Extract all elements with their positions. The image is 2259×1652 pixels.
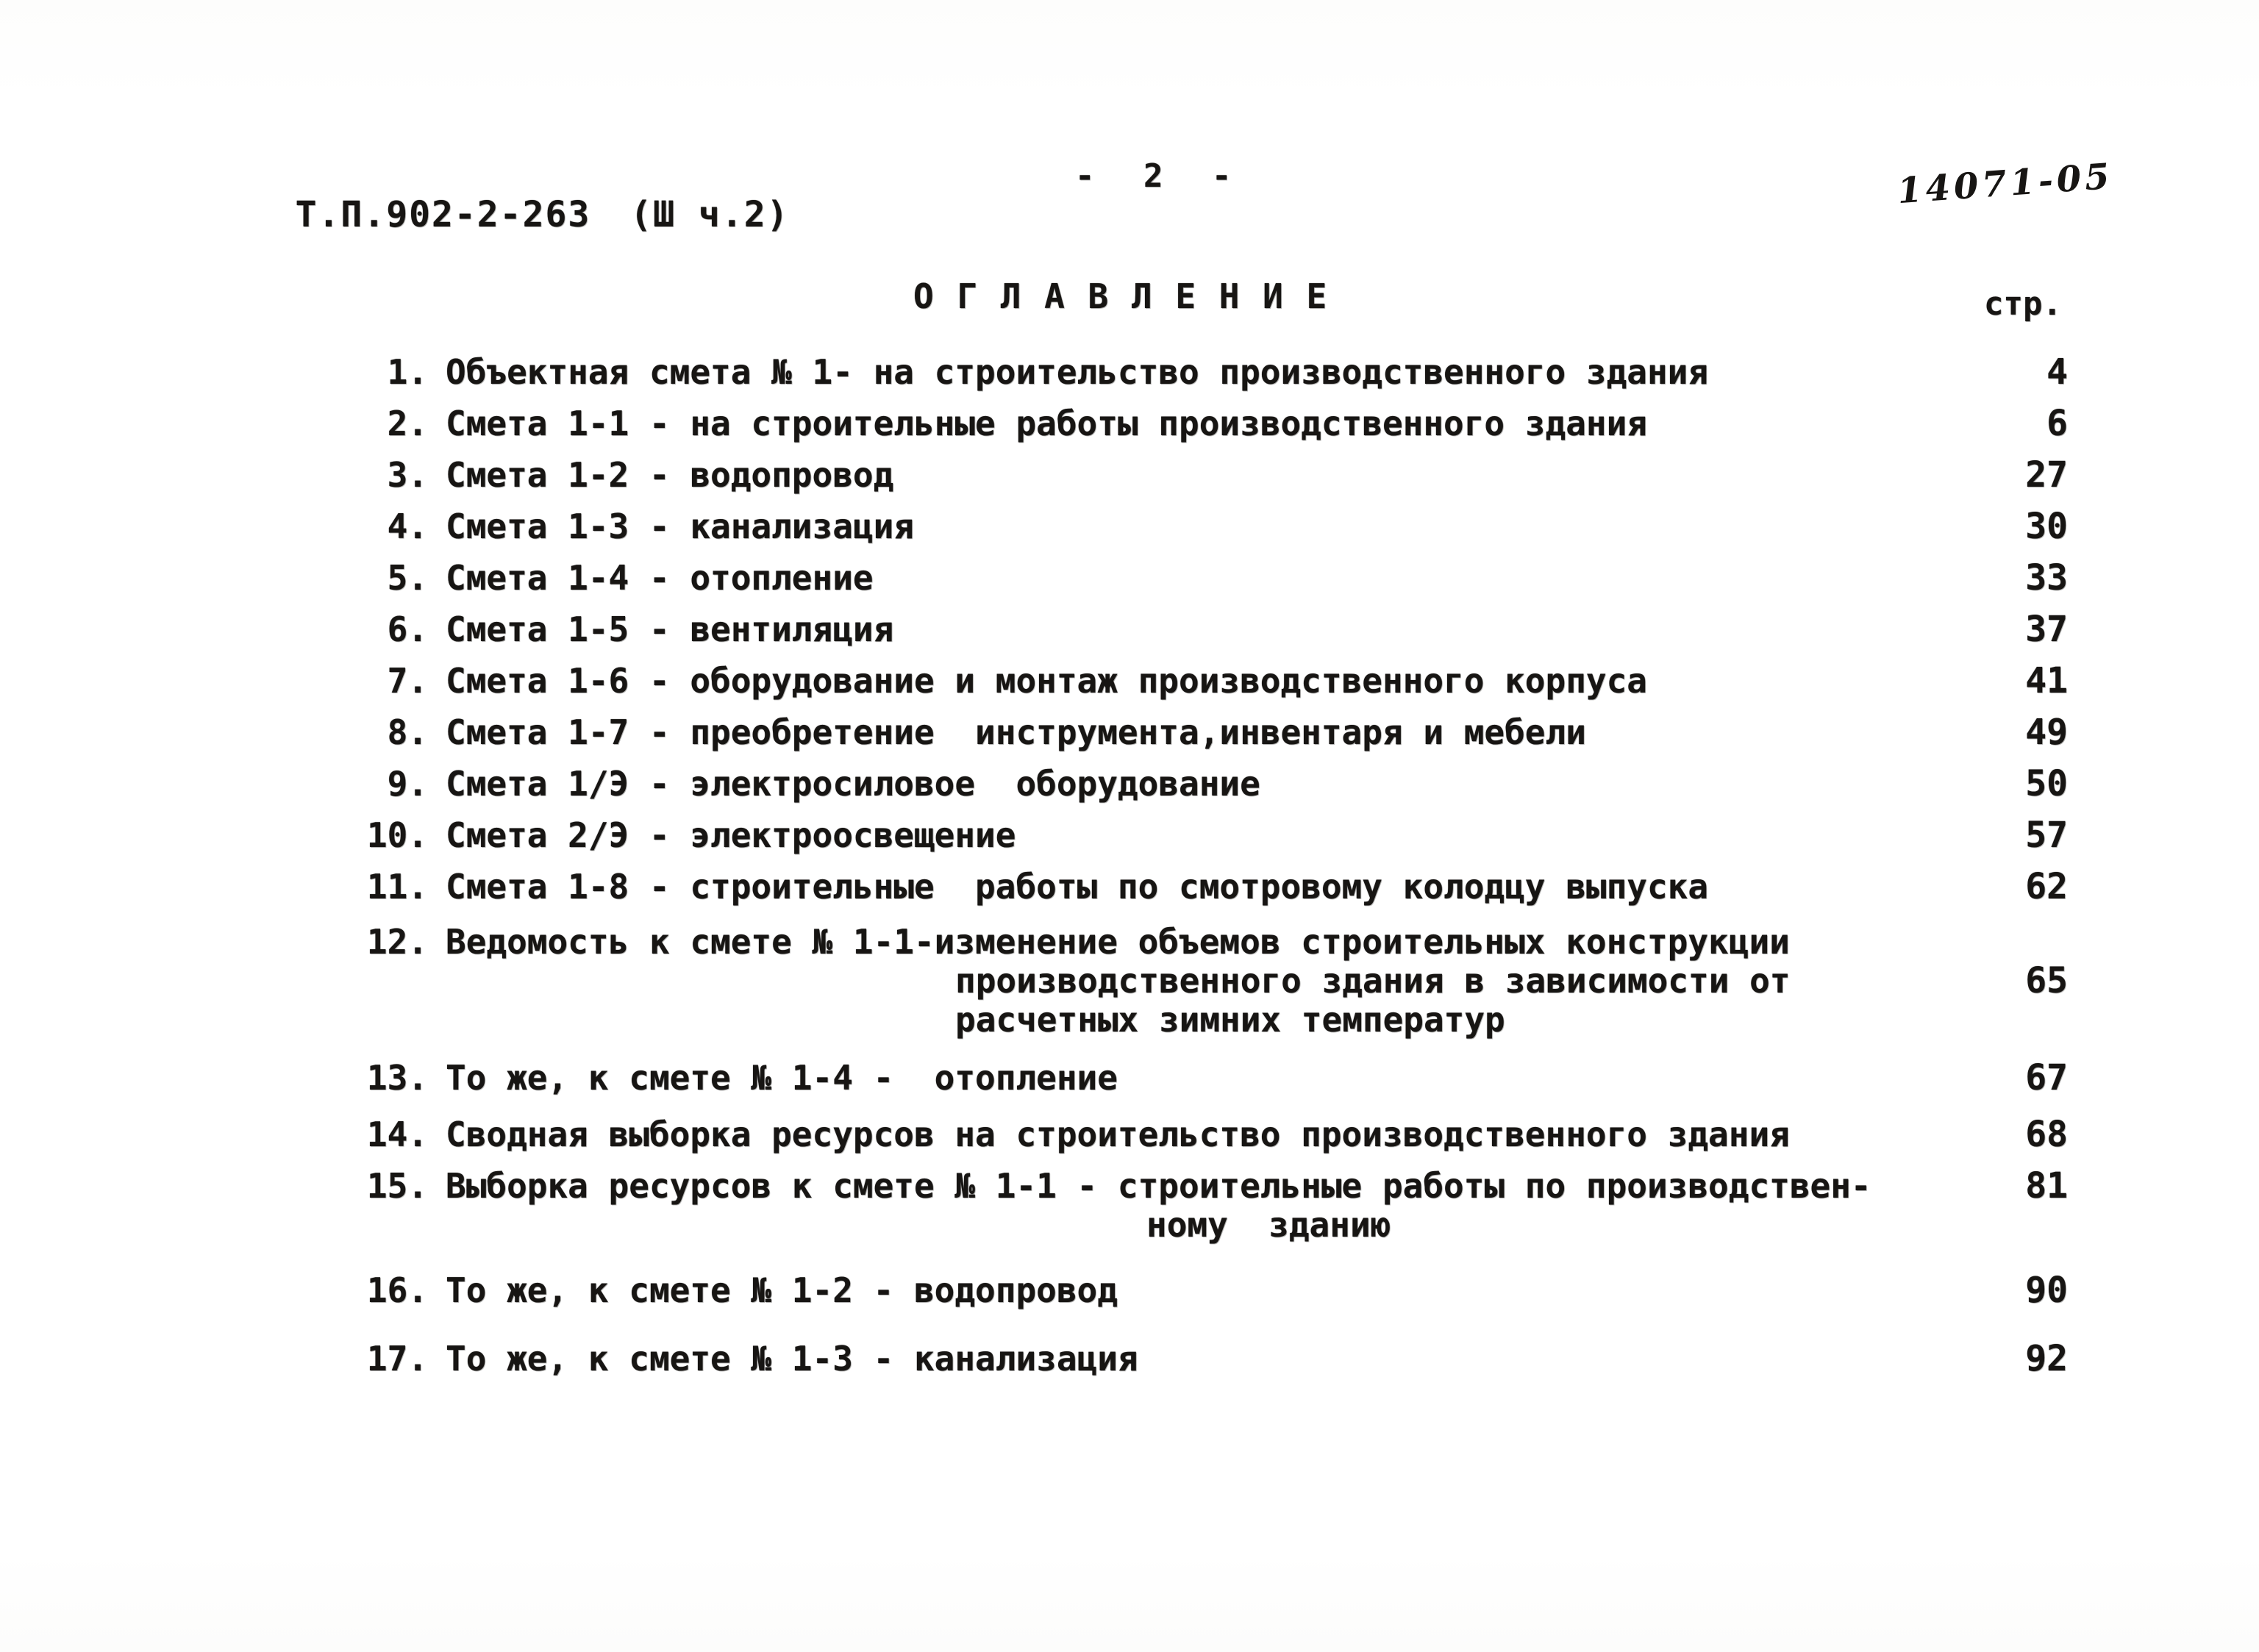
toc-item-number: 13. — [366, 1058, 428, 1098]
toc-row — [362, 1340, 2068, 1379]
toc-item-number: 4. — [387, 507, 428, 546]
toc-row — [362, 765, 2068, 804]
toc-item-number: 16. — [366, 1270, 428, 1310]
toc-item-lines — [446, 816, 1950, 855]
toc-item-number: 15. — [366, 1166, 428, 1206]
toc-item-number: 11. — [366, 867, 428, 907]
toc-item-text: Смета 1-2 - водопровод — [446, 455, 894, 495]
toc-item-page: 92 — [2025, 1338, 2068, 1379]
toc-item-text: То же, к смете № 1-4 - отопление — [446, 1058, 1118, 1098]
toc-row — [362, 1167, 2068, 1245]
toc-item-text: Смета 1-4 - отопление — [446, 558, 874, 598]
toc-row — [362, 1059, 2068, 1098]
toc-item-text: Смета 1/Э - электросиловое оборудование — [446, 764, 1260, 804]
toc-item-number: 10. — [366, 815, 428, 855]
page-title: О Г Л А В Л Е Н И Е — [913, 276, 1329, 316]
toc-item-text: Смета 1-6 - оборудование и монтаж производственного корпуса — [446, 661, 1647, 701]
toc-item-text: То же, к смете № 1-3 - канализация — [446, 1339, 1138, 1379]
toc-row — [362, 1115, 2068, 1154]
toc-item-page: 67 — [2025, 1057, 2068, 1098]
toc-item-page: 62 — [2025, 866, 2068, 907]
toc-item-text: Смета 1-1 - на строительные работы производственного здания — [446, 404, 1647, 443]
toc-item-number: 6. — [387, 609, 428, 649]
toc-item-text: Сводная выборка ресурсов на строительство производственного здания — [446, 1115, 1790, 1154]
toc-item-page: 81 — [2025, 1165, 2068, 1206]
toc-item-number: 14. — [366, 1115, 428, 1154]
toc-row — [362, 353, 2068, 392]
toc-item-lines — [446, 507, 1950, 546]
toc-item-lines — [446, 610, 1950, 649]
toc-item-number: 17. — [366, 1339, 428, 1379]
toc-item-text: расчетных зимних температур — [955, 1000, 1505, 1040]
toc-row — [362, 456, 2068, 495]
toc-item-lines — [446, 1059, 1950, 1098]
toc-row — [362, 816, 2068, 855]
toc-item-lines — [446, 456, 1950, 495]
toc-item-page: 57 — [2025, 815, 2068, 856]
toc-item-number: 7. — [387, 661, 428, 701]
toc-item-number: 1. — [387, 352, 428, 392]
toc-row — [362, 923, 2068, 1040]
toc-item-text: Ведомость к смете № 1-1-изменение объемов строительных конструкции — [446, 922, 1790, 962]
toc-item-text: производственного здания в зависимости от — [955, 961, 1791, 1001]
document-code-header — [204, 153, 790, 276]
toc-item-lines — [446, 404, 1950, 443]
toc-row — [362, 559, 2068, 598]
toc-item-text: Смета 1-5 - вентиляция — [446, 609, 894, 649]
toc-item-lines — [446, 353, 1950, 392]
toc-item-lines — [446, 923, 1950, 1040]
toc-item-text: Смета 1-8 - строительные работы по смотровому колодцу выпуска — [446, 867, 1709, 907]
handwritten-stamp: 14071-05 — [1896, 155, 2115, 212]
toc-item-number: 9. — [387, 764, 428, 804]
toc-item-page: 90 — [2025, 1270, 2068, 1311]
toc-item-number: 3. — [387, 455, 428, 495]
toc-item-page: 30 — [2025, 506, 2068, 547]
toc-item-lines — [446, 765, 1950, 804]
toc-item-number: 5. — [387, 558, 428, 598]
toc-item-page: 50 — [2025, 763, 2068, 804]
sheet-page-number: - 2 - — [1075, 157, 1246, 195]
toc-item-page: 68 — [2025, 1114, 2068, 1155]
toc-item-text: Выборка ресурсов к смете № 1-1 - строительные работы по производствен- — [446, 1166, 1871, 1206]
document-code: Т.П.902-2-263 — [295, 194, 591, 235]
toc-row — [362, 1271, 2068, 1310]
toc-item-text: Объектная смета № 1- на строительство производственного здания — [446, 352, 1709, 392]
toc-item-text: То же, к смете № 1-2 - водопровод — [446, 1270, 1118, 1310]
toc-item-page: 27 — [2025, 454, 2068, 496]
toc-row — [362, 610, 2068, 649]
toc-item-page: 41 — [2025, 660, 2068, 701]
toc-item-text: Смета 1-3 - канализация — [446, 507, 914, 546]
toc-item-lines — [446, 713, 1950, 752]
toc-row — [362, 507, 2068, 546]
toc-row — [362, 662, 2068, 701]
toc-item-page: 37 — [2025, 609, 2068, 650]
toc-item-number: 8. — [387, 712, 428, 752]
toc-item-lines — [446, 559, 1950, 598]
toc-list — [362, 353, 2068, 1379]
toc-item-page: 65 — [2025, 960, 2068, 1001]
document-part: (Ш ч.2) — [630, 194, 790, 235]
toc-item-lines — [446, 868, 1950, 907]
toc-row — [362, 713, 2068, 752]
toc-item-text: ному зданию — [1146, 1205, 1391, 1245]
toc-item-number: 12. — [366, 922, 428, 962]
toc-item-page: 4 — [2046, 351, 2068, 393]
toc-item-lines — [446, 1271, 1950, 1310]
toc-item-page: 49 — [2025, 712, 2068, 753]
toc-row — [362, 404, 2068, 443]
toc-item-number: 2. — [387, 404, 428, 443]
toc-row — [362, 868, 2068, 907]
toc-item-lines — [446, 662, 1950, 701]
toc-item-lines — [446, 1167, 1950, 1245]
page-column-header: стр. — [1984, 285, 2062, 323]
toc-item-text: Смета 1-7 - преобретение инструмента,инвентаря и мебели — [446, 712, 1586, 752]
toc-item-page: 6 — [2046, 403, 2068, 444]
toc-item-lines — [446, 1115, 1950, 1154]
toc-item-page: 33 — [2025, 557, 2068, 598]
toc-item-text: Смета 2/Э - электроосвещение — [446, 815, 1016, 855]
toc-item-lines — [446, 1340, 1950, 1379]
